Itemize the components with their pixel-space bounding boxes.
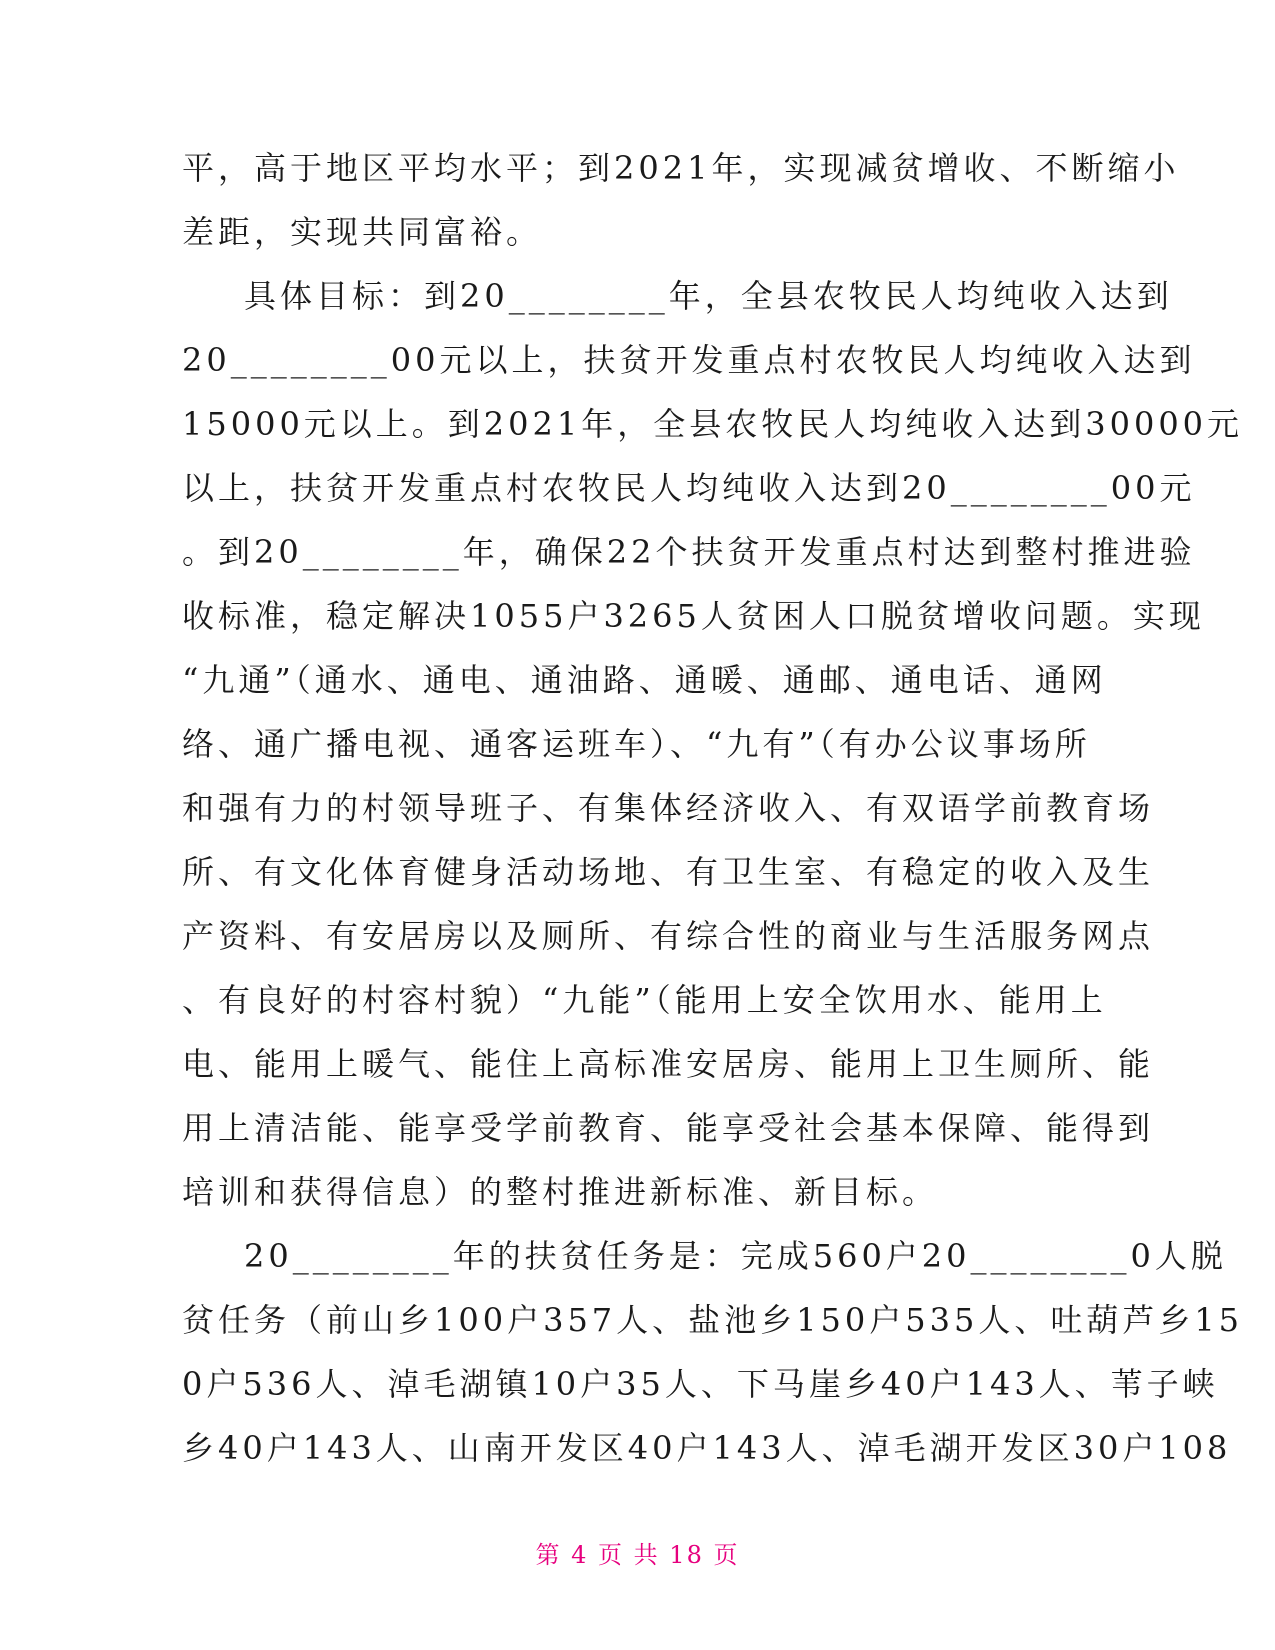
text-line-7: 。到20________年，确保22个扶贫开发重点村达到整村推进验 bbox=[182, 533, 1196, 571]
text-line-9: “九通”（通水、通电、通油路、通暖、通邮、通电话、通网 bbox=[182, 661, 1107, 699]
text-line-6: 以上，扶贫开发重点村农牧民人均纯收入达到20________00元 bbox=[182, 469, 1196, 507]
page-number-footer: 第 4 页 共 18 页 bbox=[535, 1541, 740, 1569]
text-line-14: 、有良好的村容村貌）“九能”（能用上安全饮用水、能用上 bbox=[182, 981, 1107, 1019]
text-line-10: 络、通广播电视、通客运班车）、“九有”（有办公议事场所 bbox=[182, 725, 1091, 763]
text-line-18: 20________年的扶贫任务是：完成560户20________0人脱 bbox=[244, 1237, 1227, 1275]
text-line-20: 0户536人、淖毛湖镇10户35人、下马崖乡40户143人、苇子峡 bbox=[182, 1365, 1219, 1403]
document-body bbox=[182, 136, 1244, 1480]
text-line-2: 差距，实现共同富裕。 bbox=[182, 213, 543, 251]
text-line-12: 所、有文化体育健身活动场地、有卫生室、有稳定的收入及生 bbox=[182, 853, 1155, 891]
text-line-11: 和强有力的村领导班子、有集体经济收入、有双语学前教育场 bbox=[182, 789, 1155, 827]
text-line-3: 具体目标：到20________年，全县农牧民人均纯收入达到 bbox=[244, 277, 1173, 315]
text-line-21: 乡40户143人、山南开发区40户143人、淖毛湖开发区30户108 bbox=[182, 1429, 1232, 1467]
text-line-17: 培训和获得信息）的整村推进新标准、新目标。 bbox=[182, 1173, 939, 1211]
text-line-5: 15000元以上。到2021年，全县农牧民人均纯收入达到30000元 bbox=[182, 405, 1244, 443]
text-line-1: 平，高于地区平均水平；到2021年，实现减贫增收、不断缩小 bbox=[182, 149, 1180, 187]
text-line-13: 产资料、有安居房以及厕所、有综合性的商业与生活服务网点 bbox=[182, 917, 1155, 955]
text-line-19: 贫任务（前山乡100户357人、盐池乡150户535人、吐葫芦乡15 bbox=[182, 1301, 1244, 1339]
text-line-4: 20________00元以上，扶贫开发重点村农牧民人均纯收入达到 bbox=[182, 341, 1196, 379]
text-line-15: 电、能用上暖气、能住上高标准安居房、能用上卫生厕所、能 bbox=[182, 1045, 1155, 1083]
text-line-16: 用上清洁能、能享受学前教育、能享受社会基本保障、能得到 bbox=[182, 1109, 1155, 1147]
text-line-8: 收标准，稳定解决1055户3265人贫困人口脱贫增收问题。实现 bbox=[182, 597, 1205, 635]
